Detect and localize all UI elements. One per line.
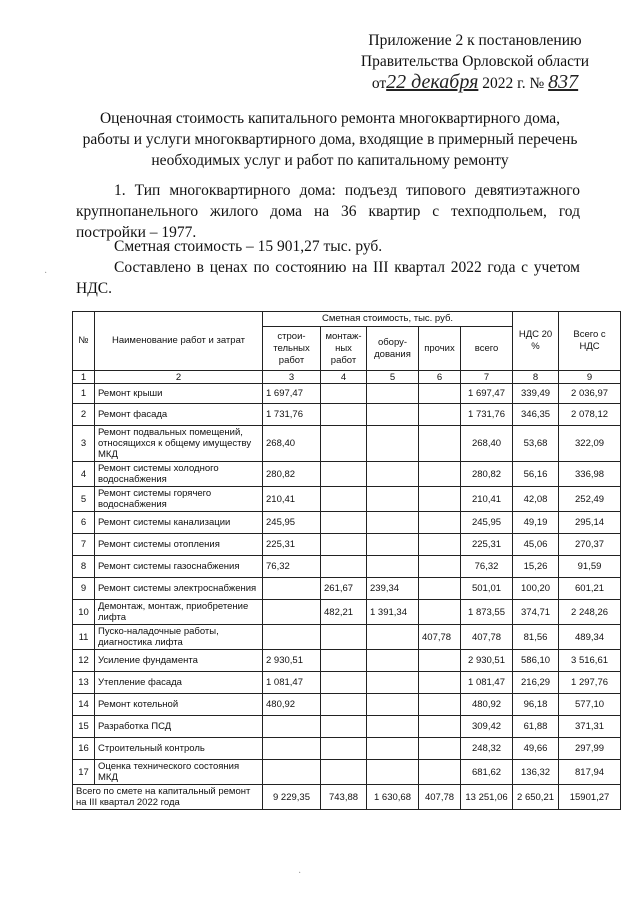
row-number: 8 (73, 556, 95, 578)
cell-equipment: 1 391,34 (367, 600, 419, 625)
row-number: 11 (73, 625, 95, 650)
col-total-header: всего (461, 327, 513, 371)
column-number-cell: 4 (321, 371, 367, 384)
work-name: Ремонт котельной (95, 694, 263, 716)
table-row (73, 512, 621, 534)
cell-total-vat: 2 248,26 (559, 600, 621, 625)
table-row (73, 650, 621, 672)
cell-equipment (367, 556, 419, 578)
cell-equipment (367, 694, 419, 716)
cell-installation (321, 384, 367, 404)
table-row (73, 556, 621, 578)
cell-other (419, 512, 461, 534)
cell-other (419, 556, 461, 578)
table-row (73, 625, 621, 650)
prices-note: Составлено в ценах по состоянию на III квартал 2022 года с учетом НДС. (76, 259, 580, 297)
cell-other (419, 384, 461, 404)
cell-total: 501,01 (461, 578, 513, 600)
work-name: Ремонт фасада (95, 404, 263, 426)
title-line1: Оценочная стоимость капитального ремонта многоквартирного дома, (99, 110, 561, 127)
total-other: 407,78 (419, 785, 461, 810)
cell-construction (263, 716, 321, 738)
cell-total-vat: 3 516,61 (559, 650, 621, 672)
cell-installation (321, 487, 367, 512)
table-row (73, 384, 621, 404)
cell-installation (321, 534, 367, 556)
row-number: 1 (73, 384, 95, 404)
col-num-header: № (73, 312, 95, 371)
row-number: 6 (73, 512, 95, 534)
work-name: Пуско-наладочные работы, диагностика лифта (95, 625, 263, 650)
cell-construction: 268,40 (263, 426, 321, 462)
appendix-header (340, 30, 610, 94)
cell-total: 248,32 (461, 738, 513, 760)
work-name: Строительный контроль (95, 738, 263, 760)
cell-total-vat: 336,98 (559, 462, 621, 487)
cost-table (72, 311, 621, 810)
cell-installation (321, 694, 367, 716)
total-equipment: 1 630,68 (367, 785, 419, 810)
cell-total: 245,95 (461, 512, 513, 534)
row-number: 12 (73, 650, 95, 672)
cell-equipment (367, 716, 419, 738)
cell-total: 309,42 (461, 716, 513, 738)
cell-other (419, 404, 461, 426)
col-installation-header: монтаж-ных работ (321, 327, 367, 371)
column-numbering-row (73, 371, 621, 384)
cell-installation (321, 760, 367, 785)
cell-installation (321, 556, 367, 578)
cell-total-vat: 270,37 (559, 534, 621, 556)
total-row-label: Всего по смете на капитальный ремонт на III квартал 2022 года (73, 785, 263, 810)
cell-total-vat: 371,31 (559, 716, 621, 738)
total-installation: 743,88 (321, 785, 367, 810)
cell-construction: 1 731,76 (263, 404, 321, 426)
title-line3: необходимых услуг и работ по капитальному ремонту (151, 152, 509, 169)
scan-speck: · (298, 868, 302, 879)
cell-vat: 100,20 (513, 578, 559, 600)
cell-installation (321, 738, 367, 760)
table-row (73, 404, 621, 426)
cell-equipment (367, 384, 419, 404)
document-title (70, 108, 590, 171)
cell-total-vat: 91,59 (559, 556, 621, 578)
table-row (73, 738, 621, 760)
col-other-header: прочих (419, 327, 461, 371)
cell-installation (321, 716, 367, 738)
cell-vat: 49,19 (513, 512, 559, 534)
cell-other (419, 487, 461, 512)
cell-installation (321, 650, 367, 672)
row-number: 3 (73, 426, 95, 462)
cell-installation (321, 404, 367, 426)
date-prefix: от (371, 75, 387, 92)
cell-vat: 49,66 (513, 738, 559, 760)
cell-total: 1 697,47 (461, 384, 513, 404)
column-number-cell: 7 (461, 371, 513, 384)
cost-table-body (73, 384, 621, 810)
scan-speck: · (44, 268, 48, 279)
cell-vat: 42,08 (513, 487, 559, 512)
column-number-cell: 9 (559, 371, 621, 384)
row-number: 4 (73, 462, 95, 487)
cell-installation: 482,21 (321, 600, 367, 625)
column-number-cell: 3 (263, 371, 321, 384)
date-suffix: 2022 г. № (482, 75, 545, 92)
cell-vat: 53,68 (513, 426, 559, 462)
work-name: Утепление фасада (95, 672, 263, 694)
cell-vat: 374,71 (513, 600, 559, 625)
cell-other (419, 672, 461, 694)
work-name: Ремонт системы отопления (95, 534, 263, 556)
table-row (73, 487, 621, 512)
col-name-header: Наименование работ и затрат (95, 312, 263, 371)
column-number-cell: 8 (513, 371, 559, 384)
table-row (73, 694, 621, 716)
table-row (73, 578, 621, 600)
cell-equipment (367, 487, 419, 512)
work-name: Ремонт системы горячего водоснабжения (95, 487, 263, 512)
cell-other (419, 600, 461, 625)
column-number-cell: 5 (367, 371, 419, 384)
cell-construction: 1 697,47 (263, 384, 321, 404)
row-number: 16 (73, 738, 95, 760)
cell-equipment (367, 404, 419, 426)
table-row (73, 760, 621, 785)
cell-vat: 15,26 (513, 556, 559, 578)
table-row (73, 600, 621, 625)
cell-vat: 346,35 (513, 404, 559, 426)
col-equipment-header: обору-дования (367, 327, 419, 371)
cell-construction: 480,92 (263, 694, 321, 716)
cell-other (419, 716, 461, 738)
cell-total-vat: 322,09 (559, 426, 621, 462)
cell-total: 1 731,76 (461, 404, 513, 426)
cell-total-vat: 601,21 (559, 578, 621, 600)
title-line2: работы и услуги многоквартирного дома, входящие в примерный перечень (82, 131, 578, 148)
cell-other (419, 694, 461, 716)
work-name: Демонтаж, монтаж, приобретение лифта (95, 600, 263, 625)
table-row (73, 534, 621, 556)
cell-equipment (367, 512, 419, 534)
cell-construction (263, 600, 321, 625)
work-name: Ремонт подвальных помещений, относящихся к общему имуществу МКД (95, 426, 263, 462)
total-total-vat: 15901,27 (559, 785, 621, 810)
row-number: 5 (73, 487, 95, 512)
cell-vat: 216,29 (513, 672, 559, 694)
cell-vat: 339,49 (513, 384, 559, 404)
cell-installation (321, 426, 367, 462)
cell-installation (321, 462, 367, 487)
work-name: Ремонт крыши (95, 384, 263, 404)
work-name: Ремонт системы электроснабжения (95, 578, 263, 600)
cell-total: 407,78 (461, 625, 513, 650)
row-number: 14 (73, 694, 95, 716)
cell-total: 2 930,51 (461, 650, 513, 672)
cell-total: 76,32 (461, 556, 513, 578)
total-vat: 2 650,21 (513, 785, 559, 810)
row-number: 7 (73, 534, 95, 556)
cell-total-vat: 2 036,97 (559, 384, 621, 404)
table-row (73, 462, 621, 487)
cell-total-vat: 577,10 (559, 694, 621, 716)
cell-equipment (367, 650, 419, 672)
cell-construction (263, 578, 321, 600)
cell-other (419, 426, 461, 462)
cell-vat: 45,06 (513, 534, 559, 556)
row-number: 9 (73, 578, 95, 600)
work-name: Оценка технического состояния МКД (95, 760, 263, 785)
cell-equipment (367, 760, 419, 785)
cell-construction (263, 738, 321, 760)
cell-total: 681,62 (461, 760, 513, 785)
handwritten-date: 22 декабря (386, 71, 479, 93)
cell-other: 407,78 (419, 625, 461, 650)
appendix-date-line (340, 72, 610, 94)
cell-equipment (367, 462, 419, 487)
cell-vat: 61,88 (513, 716, 559, 738)
cell-construction: 2 930,51 (263, 650, 321, 672)
cell-installation (321, 625, 367, 650)
work-name: Разработка ПСД (95, 716, 263, 738)
total-construction: 9 229,35 (263, 785, 321, 810)
cell-total-vat: 252,49 (559, 487, 621, 512)
group-header: Сметная стоимость, тыс. руб. (263, 312, 513, 327)
cell-other (419, 738, 461, 760)
cell-vat: 81,56 (513, 625, 559, 650)
cell-installation: 261,67 (321, 578, 367, 600)
cell-total-vat: 295,14 (559, 512, 621, 534)
cell-construction: 245,95 (263, 512, 321, 534)
cell-construction (263, 625, 321, 650)
column-number-cell: 2 (95, 371, 263, 384)
cell-total: 225,31 (461, 534, 513, 556)
cell-total: 480,92 (461, 694, 513, 716)
cell-total-vat: 817,94 (559, 760, 621, 785)
work-name: Ремонт системы газоснабжения (95, 556, 263, 578)
cell-total: 1 081,47 (461, 672, 513, 694)
table-row (73, 426, 621, 462)
cell-other (419, 534, 461, 556)
cell-equipment (367, 534, 419, 556)
cell-equipment (367, 672, 419, 694)
cell-construction: 225,31 (263, 534, 321, 556)
work-name: Ремонт системы канализации (95, 512, 263, 534)
cell-construction: 280,82 (263, 462, 321, 487)
cell-total-vat: 2 078,12 (559, 404, 621, 426)
col-vat-header: НДС 20 % (513, 312, 559, 371)
cell-equipment: 239,34 (367, 578, 419, 600)
cell-other (419, 760, 461, 785)
cell-vat: 96,18 (513, 694, 559, 716)
cell-vat: 586,10 (513, 650, 559, 672)
table-row (73, 716, 621, 738)
work-name: Усиление фундамента (95, 650, 263, 672)
column-number-cell: 1 (73, 371, 95, 384)
table-row (73, 672, 621, 694)
total-total: 13 251,06 (461, 785, 513, 810)
cell-total: 210,41 (461, 487, 513, 512)
cell-other (419, 650, 461, 672)
cell-construction (263, 760, 321, 785)
col-construction-header: строи-тельных работ (263, 327, 321, 371)
cell-total: 268,40 (461, 426, 513, 462)
row-number: 2 (73, 404, 95, 426)
cell-total-vat: 297,99 (559, 738, 621, 760)
cell-total: 280,82 (461, 462, 513, 487)
house-type-paragraph: 1. Тип многоквартирного дома: подъезд типового девятиэтажного крупнопанельного жилого дома на 36 квартир с техподпольем, год постройки – 1977. (76, 182, 580, 241)
cell-other (419, 578, 461, 600)
cell-vat: 136,32 (513, 760, 559, 785)
cell-equipment (367, 426, 419, 462)
row-number: 10 (73, 600, 95, 625)
total-row (73, 785, 621, 810)
row-number: 15 (73, 716, 95, 738)
appendix-line1: Приложение 2 к постановлению (368, 32, 582, 49)
appendix-line2: Правительства Орловской области (360, 53, 590, 70)
estimate-cost: Сметная стоимость – 15 901,27 тыс. руб. (114, 238, 383, 255)
cell-other (419, 462, 461, 487)
work-name: Ремонт системы холодного водоснабжения (95, 462, 263, 487)
cell-total: 1 873,55 (461, 600, 513, 625)
cell-equipment (367, 625, 419, 650)
cell-total-vat: 489,34 (559, 625, 621, 650)
handwritten-number: 837 (548, 71, 579, 93)
cell-vat: 56,16 (513, 462, 559, 487)
column-number-cell: 6 (419, 371, 461, 384)
col-total-vat-header: Всего с НДС (559, 312, 621, 371)
cell-installation (321, 672, 367, 694)
cell-construction: 210,41 (263, 487, 321, 512)
row-number: 17 (73, 760, 95, 785)
row-number: 13 (73, 672, 95, 694)
cell-installation (321, 512, 367, 534)
cell-construction: 1 081,47 (263, 672, 321, 694)
cell-equipment (367, 738, 419, 760)
cell-construction: 76,32 (263, 556, 321, 578)
cell-total-vat: 1 297,76 (559, 672, 621, 694)
